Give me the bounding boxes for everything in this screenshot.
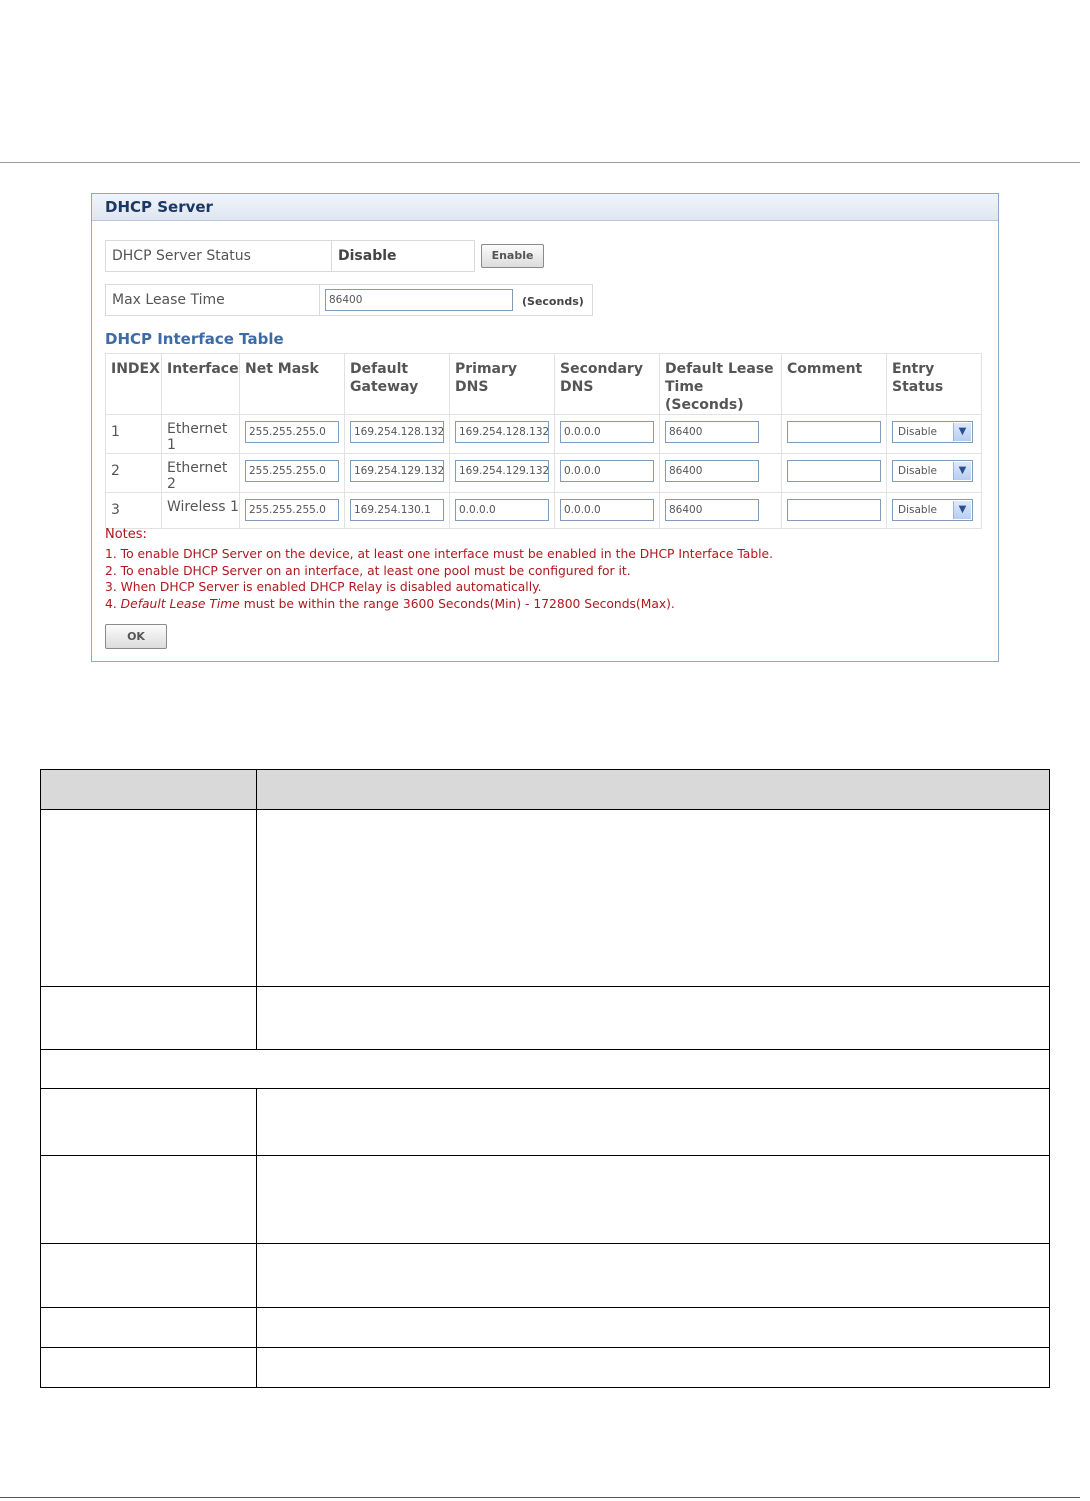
primary-dns-input[interactable]: 169.254.128.132	[455, 421, 549, 443]
lease-time-input[interactable]: 86400	[665, 460, 759, 482]
column-divider	[256, 1088, 257, 1387]
table-row	[41, 1088, 1049, 1089]
table-row	[41, 1155, 1049, 1156]
col-index: INDEX	[106, 354, 162, 415]
gateway-input[interactable]: 169.254.130.1	[350, 499, 444, 521]
col-net-mask: Net Mask	[240, 354, 345, 415]
dhcp-interface-table	[105, 353, 982, 529]
server-status-label: DHCP Server Status	[106, 241, 332, 271]
row-interface: Ethernet 1	[162, 415, 240, 454]
dhcp-server-panel	[91, 193, 999, 662]
entry-status-select[interactable]	[892, 421, 973, 443]
netmask-input[interactable]: 255.255.255.0	[245, 499, 339, 521]
max-lease-label: Max Lease Time	[106, 285, 320, 315]
top-divider	[0, 162, 1080, 163]
comment-input[interactable]	[787, 421, 881, 443]
note-item	[105, 596, 773, 613]
col-comment: Comment	[782, 354, 887, 415]
comment-input[interactable]	[787, 460, 881, 482]
description-table-header	[41, 770, 1049, 809]
chevron-down-icon[interactable]: ▼	[953, 423, 971, 441]
netmask-input[interactable]: 255.255.255.0	[245, 421, 339, 443]
interface-table-title: DHCP Interface Table	[105, 330, 284, 348]
secondary-dns-input[interactable]: 0.0.0.0	[560, 499, 654, 521]
note-item: 3. When DHCP Server is enabled DHCP Relay is disabled automatically.	[105, 580, 542, 594]
col-interface: Interface	[162, 354, 240, 415]
table-row	[41, 986, 1049, 987]
bottom-divider	[0, 1497, 1080, 1498]
lease-time-input[interactable]: 86400	[665, 499, 759, 521]
row-interface: Ethernet 2	[162, 454, 240, 493]
enable-button[interactable]: Enable	[481, 244, 544, 268]
col-default-lease-time: Default Lease Time (Seconds)	[660, 354, 782, 415]
row-index: 1	[106, 415, 162, 454]
entry-status-select[interactable]	[892, 499, 973, 521]
primary-dns-input[interactable]: 0.0.0.0	[455, 499, 549, 521]
table-row	[41, 1307, 1049, 1308]
row-interface: Wireless 1	[162, 493, 240, 529]
col-secondary-dns: Secondary DNS	[555, 354, 660, 415]
comment-input[interactable]	[787, 499, 881, 521]
note-item: 1. To enable DHCP Server on the device, at least one interface must be enabled in the DHCP Interface Table.	[105, 547, 774, 561]
secondary-dns-input[interactable]: 0.0.0.0	[560, 460, 654, 482]
secondary-dns-input[interactable]: 0.0.0.0	[560, 421, 654, 443]
table-row	[41, 1347, 1049, 1348]
table-row	[41, 1049, 1049, 1050]
note-prefix: 4.	[105, 596, 121, 611]
note-text: must be within the range 3600 Seconds(Min) - 172800 Seconds(Max).	[239, 596, 675, 611]
max-lease-input[interactable]: 86400	[325, 289, 513, 311]
table-header-row	[106, 354, 982, 415]
row-index: 2	[106, 454, 162, 493]
col-entry-status: Entry Status	[887, 354, 982, 415]
primary-dns-input[interactable]: 169.254.129.132	[455, 460, 549, 482]
max-lease-unit: (Seconds)	[522, 295, 584, 308]
notes-list	[105, 546, 773, 612]
entry-status-value: Disable	[898, 504, 937, 516]
note-item: 2. To enable DHCP Server on an interface, at least one pool must be configured for it.	[105, 563, 631, 578]
table-row	[106, 493, 982, 529]
description-table	[40, 769, 1050, 1388]
gateway-input[interactable]: 169.254.129.132	[350, 460, 444, 482]
panel-title: DHCP Server	[92, 194, 998, 221]
col-default-gateway: Default Gateway	[345, 354, 450, 415]
table-row	[41, 809, 1049, 810]
col-primary-dns: Primary DNS	[450, 354, 555, 415]
entry-status-value: Disable	[898, 426, 937, 438]
ok-button[interactable]: OK	[105, 624, 167, 649]
entry-status-select[interactable]	[892, 460, 973, 482]
lease-time-input[interactable]: 86400	[665, 421, 759, 443]
netmask-input[interactable]: 255.255.255.0	[245, 460, 339, 482]
server-status-row	[105, 240, 475, 272]
chevron-down-icon[interactable]: ▼	[953, 501, 971, 519]
row-index: 3	[106, 493, 162, 529]
entry-status-value: Disable	[898, 465, 937, 477]
gateway-input[interactable]: 169.254.128.132	[350, 421, 444, 443]
column-divider	[256, 770, 257, 1049]
notes-title: Notes:	[105, 527, 147, 542]
server-status-value: Disable	[338, 248, 397, 264]
table-row	[106, 454, 982, 493]
table-row	[106, 415, 982, 454]
chevron-down-icon[interactable]: ▼	[953, 462, 971, 480]
note-italic: Default Lease Time	[120, 596, 240, 611]
table-row	[41, 1243, 1049, 1244]
